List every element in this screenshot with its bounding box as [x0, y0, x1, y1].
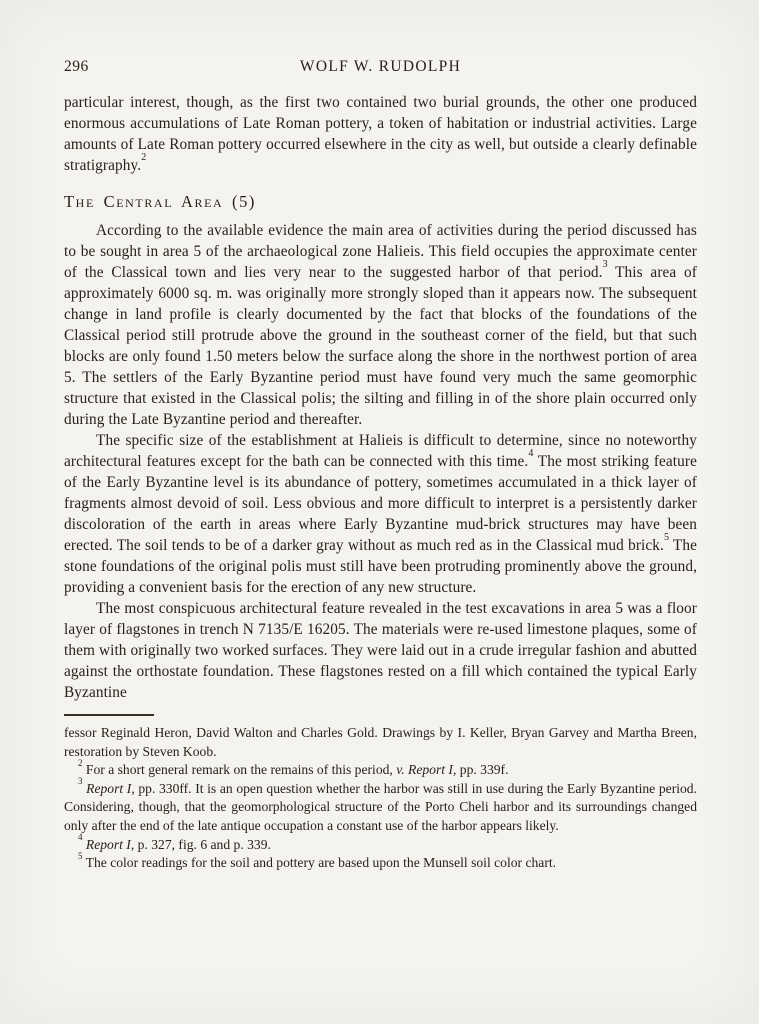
footnote-continuation: fessor Reginald Heron, David Walton and Charles Gold. Drawings by I. Keller, Bryan Garvey and Martha Breen, restoration by Steven Koob. [64, 725, 697, 759]
footnote-ref-5: 5 [663, 531, 669, 543]
footnote-3-report-ref: Report I [86, 780, 132, 796]
footnote-4 [64, 832, 697, 855]
footnote-5 [64, 850, 697, 873]
footnote-2 [64, 757, 697, 780]
footnote-marker-5: 5 [78, 850, 83, 861]
para-1 [64, 92, 697, 176]
para-3 [64, 430, 697, 598]
footnote-marker-3: 3 [78, 776, 83, 787]
footnote-4-report-ref: Report I [85, 836, 131, 852]
para-4 [64, 598, 697, 703]
page-header [64, 57, 697, 76]
para-3-text-b: The most striking feature of the Early Byzantine level is its abundance of pottery, sometimes accumulated in a thick layer of fragments almost devoid of soil. Less obvious and more difficult to interpret is a persistently darker discoloration of the earth in areas where Early Byzantine mud-brick structures may have been erected. The soil tends to be of a darker gray without as much red as in the Classical mud brick. [64, 453, 697, 554]
footnote-3-text: , pp. 330ff. It is an open question whether the harbor was still in use during the Early Byzantine period. Considering, though, that the geomorphological structure of the Porto Cheli harbor and its surroundings changed only after the end of the late antique occupation a constant use of the harbor appears likely. [64, 780, 697, 833]
para-3-text-a: The specific size of the establishment at Halieis is difficult to determine, since no noteworthy architectural features except for the bath can be connected with this time. [64, 432, 697, 470]
para-2-text-a: According to the available evidence the main area of activities during the period discussed has to be sought in area 5 of the archaeological zone Halieis. This field occupies the approximate center of the Classical town and lies very near to the suggested harbor of that period. [64, 222, 697, 281]
footnote-5-text: The color readings for the soil and pottery are based upon the Munsell soil color chart. [85, 855, 557, 871]
footnote-marker-4: 4 [78, 832, 83, 843]
footnote-rule [64, 714, 154, 716]
para-2 [64, 220, 697, 430]
section-heading: The Central Area (5) [64, 192, 257, 211]
footnote-4-text: , p. 327, fig. 6 and p. 339. [130, 836, 271, 852]
para-4-text: The most conspicuous architectural feature revealed in the test excavations in area 5 was a floor layer of flagstones in trench N 7135/E 16205. The materials were re-used limestone plaques, some of them with originally two worked surfaces. They were laid out in a crude irregular fashion and abutted against the orthostate foundation. These flagstones rested on a fill which contained the typical Early Byzantine [64, 600, 697, 701]
footnotes-section [64, 714, 697, 873]
page-number: 296 [64, 58, 89, 75]
footnote-2-pages: , pp. 339f. [452, 762, 509, 778]
page-content [64, 0, 697, 873]
main-text-block [64, 92, 697, 703]
footnote-ref-2: 2 [141, 151, 147, 163]
running-head: WOLF W. RUDOLPH [299, 58, 462, 75]
footnote-3 [64, 776, 697, 836]
para-1-text: particular interest, though, as the first two contained two burial grounds, the other one produced enormous accumulations of Late Roman pottery, a token of habitation or industrial activities. Large amounts of Late Roman pottery occurred elsewhere in the city as well, but outside a clearly definable stratigraphy. [64, 94, 697, 174]
footnote-ref-4: 4 [528, 447, 534, 459]
footnote-marker-2: 2 [78, 757, 83, 768]
footnote-2-text: For a short general remark on the remains of this period, [85, 762, 397, 778]
para-3-text-c: The stone foundations of the original polis must still have been protruding prominently above the ground, providing a convenient basis for the erection of any new structure. [64, 537, 697, 596]
footnote-ref-3: 3 [602, 258, 608, 270]
footnote-2-report-ref: v. Report I [396, 762, 453, 778]
para-2-text-b: This area of approximately 6000 sq. m. was originally more strongly sloped than it appears now. The subsequent change in land profile is clearly documented by the fact that blocks of the foundations of the Classical period still protrude above the ground in the southeast corner of the field, but that such blocks are only found 1.50 meters below the surface along the shore in the northwest portion of area 5. The settlers of the Early Byzantine period must have found very much the same geomorphic structure that existed in the Classical polis; the silting and filling in of the shore plain occurred only during the Late Byzantine period and thereafter. [64, 264, 697, 428]
